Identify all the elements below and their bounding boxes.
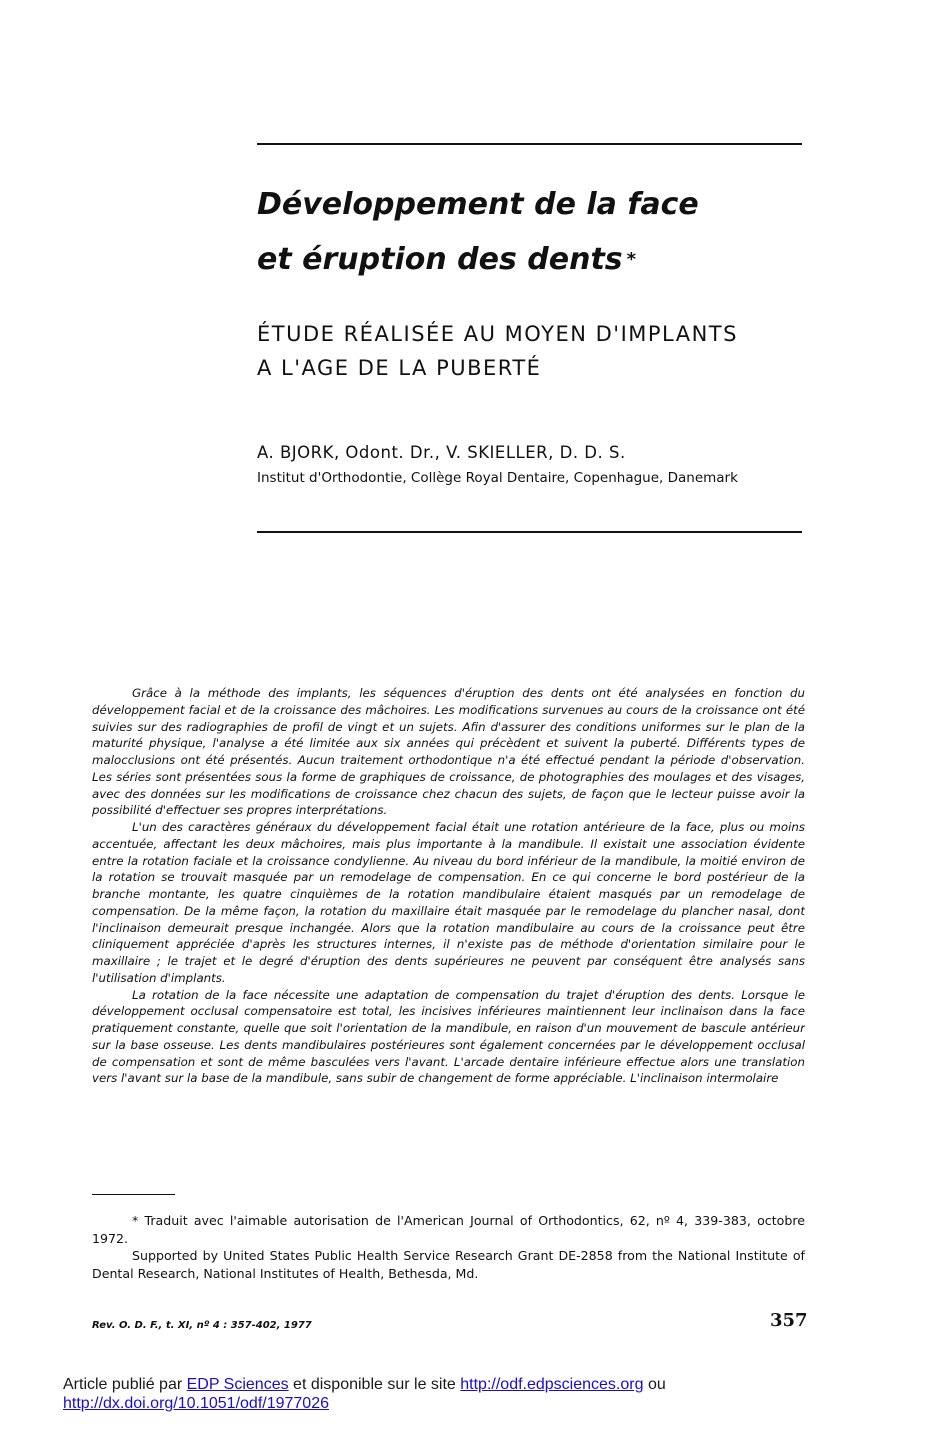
page-number: 357 — [770, 1310, 808, 1331]
abstract-paragraph-3: La rotation de la face nécessite une adaptation de compensation du trajet d'éruption des dents. Lorsque le développement occlusal compensatoire est total, les incisives inférieures maintiennent leur inclinaison dans la face pratiquement constante, quelle que soit l'orientation de la mandibule, en raison d'un mouvement de bascule antérieur sur la base osseuse. Les dents mandibulaires postérieures sont également concernées par le développement occlusal de compensation et sont de même basculées vers l'avant. L'arcade dentaire inférieure effectue alors une translation vers l'avant sur la base de la mandibule, sans subir de changement de forme appréciable. L'inclinaison intermolaire — [92, 987, 805, 1086]
article-title-line-1: Développement de la face — [257, 187, 699, 222]
author-list: A. BJORK, Odont. Dr., V. SKIELLER, D. D. S. — [257, 443, 626, 462]
abstract-paragraph-1: Grâce à la méthode des implants, les séquences d'éruption des dents ont été analysées en fonction du développement facial et de la croissance des mâchoires. Les modifications survenues au cours de la croissance ont été suivies sur des radiographies de profil de vingt et un sujets. Afin d'assurer des conditions uniformes sur le plan de la maturité physique, l'analyse a été limitée aux six années qui précèdent et suivent la puberté. Différents types de malocclusions ont été présentés. Aucun traitement orthodontique n'a été effectué pendant la période d'observation. Les séries sont présentées sous la forme de graphiques de croissance, de photographies des moulages et des visages, avec des données sur les modifications de croissance chez chacun des sujets, de façon que le lecteur puisse avoir la possibilité d'effectuer ses propres interprétations. — [92, 686, 805, 818]
doi-link[interactable]: http://dx.doi.org/10.1051/odf/1977026 — [63, 1395, 329, 1412]
abstract-paragraph-2: L'un des caractères généraux du développement facial était une rotation antérieure de la face, plus ou moins accentuée, affectant les deux mâchoires, mais plus importante à la mandibule. Il existait une association évidente entre la rotation faciale et la croissance condylienne. Au niveau du bord inférieur de la mandibule, la moitié environ de la rotation se trouvait masquée par un remodelage de compensation. En ce qui concerne le bord postérieur de la branche montante, les quatre cinquièmes de la rotation mandibulaire étaient masqués par un remodelage de compensation. De la même façon, la rotation du maxillaire était masquée par le remodelage du plancher nasal, dont l'inclinaison demeurait presque inchangée. Alors que la rotation mandibulaire au cours de la croissance peut être cliniquement appréciée d'après les structures internes, il n'existe pas de méthode d'orientation similaire pour le maxillaire ; le trajet et le degré d'éruption des dents supérieures ne peuvent par conséquent être analysés sans l'utilisation d'implants. — [92, 820, 805, 985]
site-link[interactable]: http://odf.edpsciences.org — [460, 1376, 644, 1393]
publisher-link[interactable]: EDP Sciences — [186, 1376, 289, 1393]
publisher-note — [63, 1375, 843, 1413]
publisher-note-prefix: Article publié par — [63, 1376, 187, 1393]
author-affiliation: Institut d'Orthodontie, Collège Royal Dentaire, Copenhague, Danemark — [257, 470, 738, 486]
header-bottom-rule — [257, 531, 802, 533]
title-footnote-marker: * — [626, 249, 637, 270]
footnote-separator — [92, 1194, 175, 1195]
header-top-rule — [257, 143, 802, 145]
article-title-line-2-text: et éruption des dents — [257, 242, 623, 277]
article-subtitle-line-1: ÉTUDE RÉALISÉE AU MOYEN D'IMPLANTS — [257, 322, 738, 346]
abstract-body — [92, 685, 805, 1175]
footnote-translation: * Traduit avec l'aimable autorisation de l'American Journal of Orthodontics, 62, nº 4, 339-383, octobre 1972. — [92, 1213, 805, 1246]
article-subtitle-line-2: A L'AGE DE LA PUBERTÉ — [257, 356, 542, 380]
journal-reference: Rev. O. D. F., t. XI, nº 4 : 357-402, 1977 — [92, 1320, 312, 1331]
article-title-line-2 — [257, 242, 817, 278]
publisher-note-suffix: ou — [643, 1376, 666, 1393]
footnote-grant: Supported by United States Public Health Service Research Grant DE-2858 from the National Institute of Dental Research, National Institutes of Health, Bethesda, Md. — [92, 1248, 805, 1281]
publisher-note-middle: et disponible sur le site — [288, 1376, 461, 1393]
footnotes — [92, 1212, 805, 1282]
